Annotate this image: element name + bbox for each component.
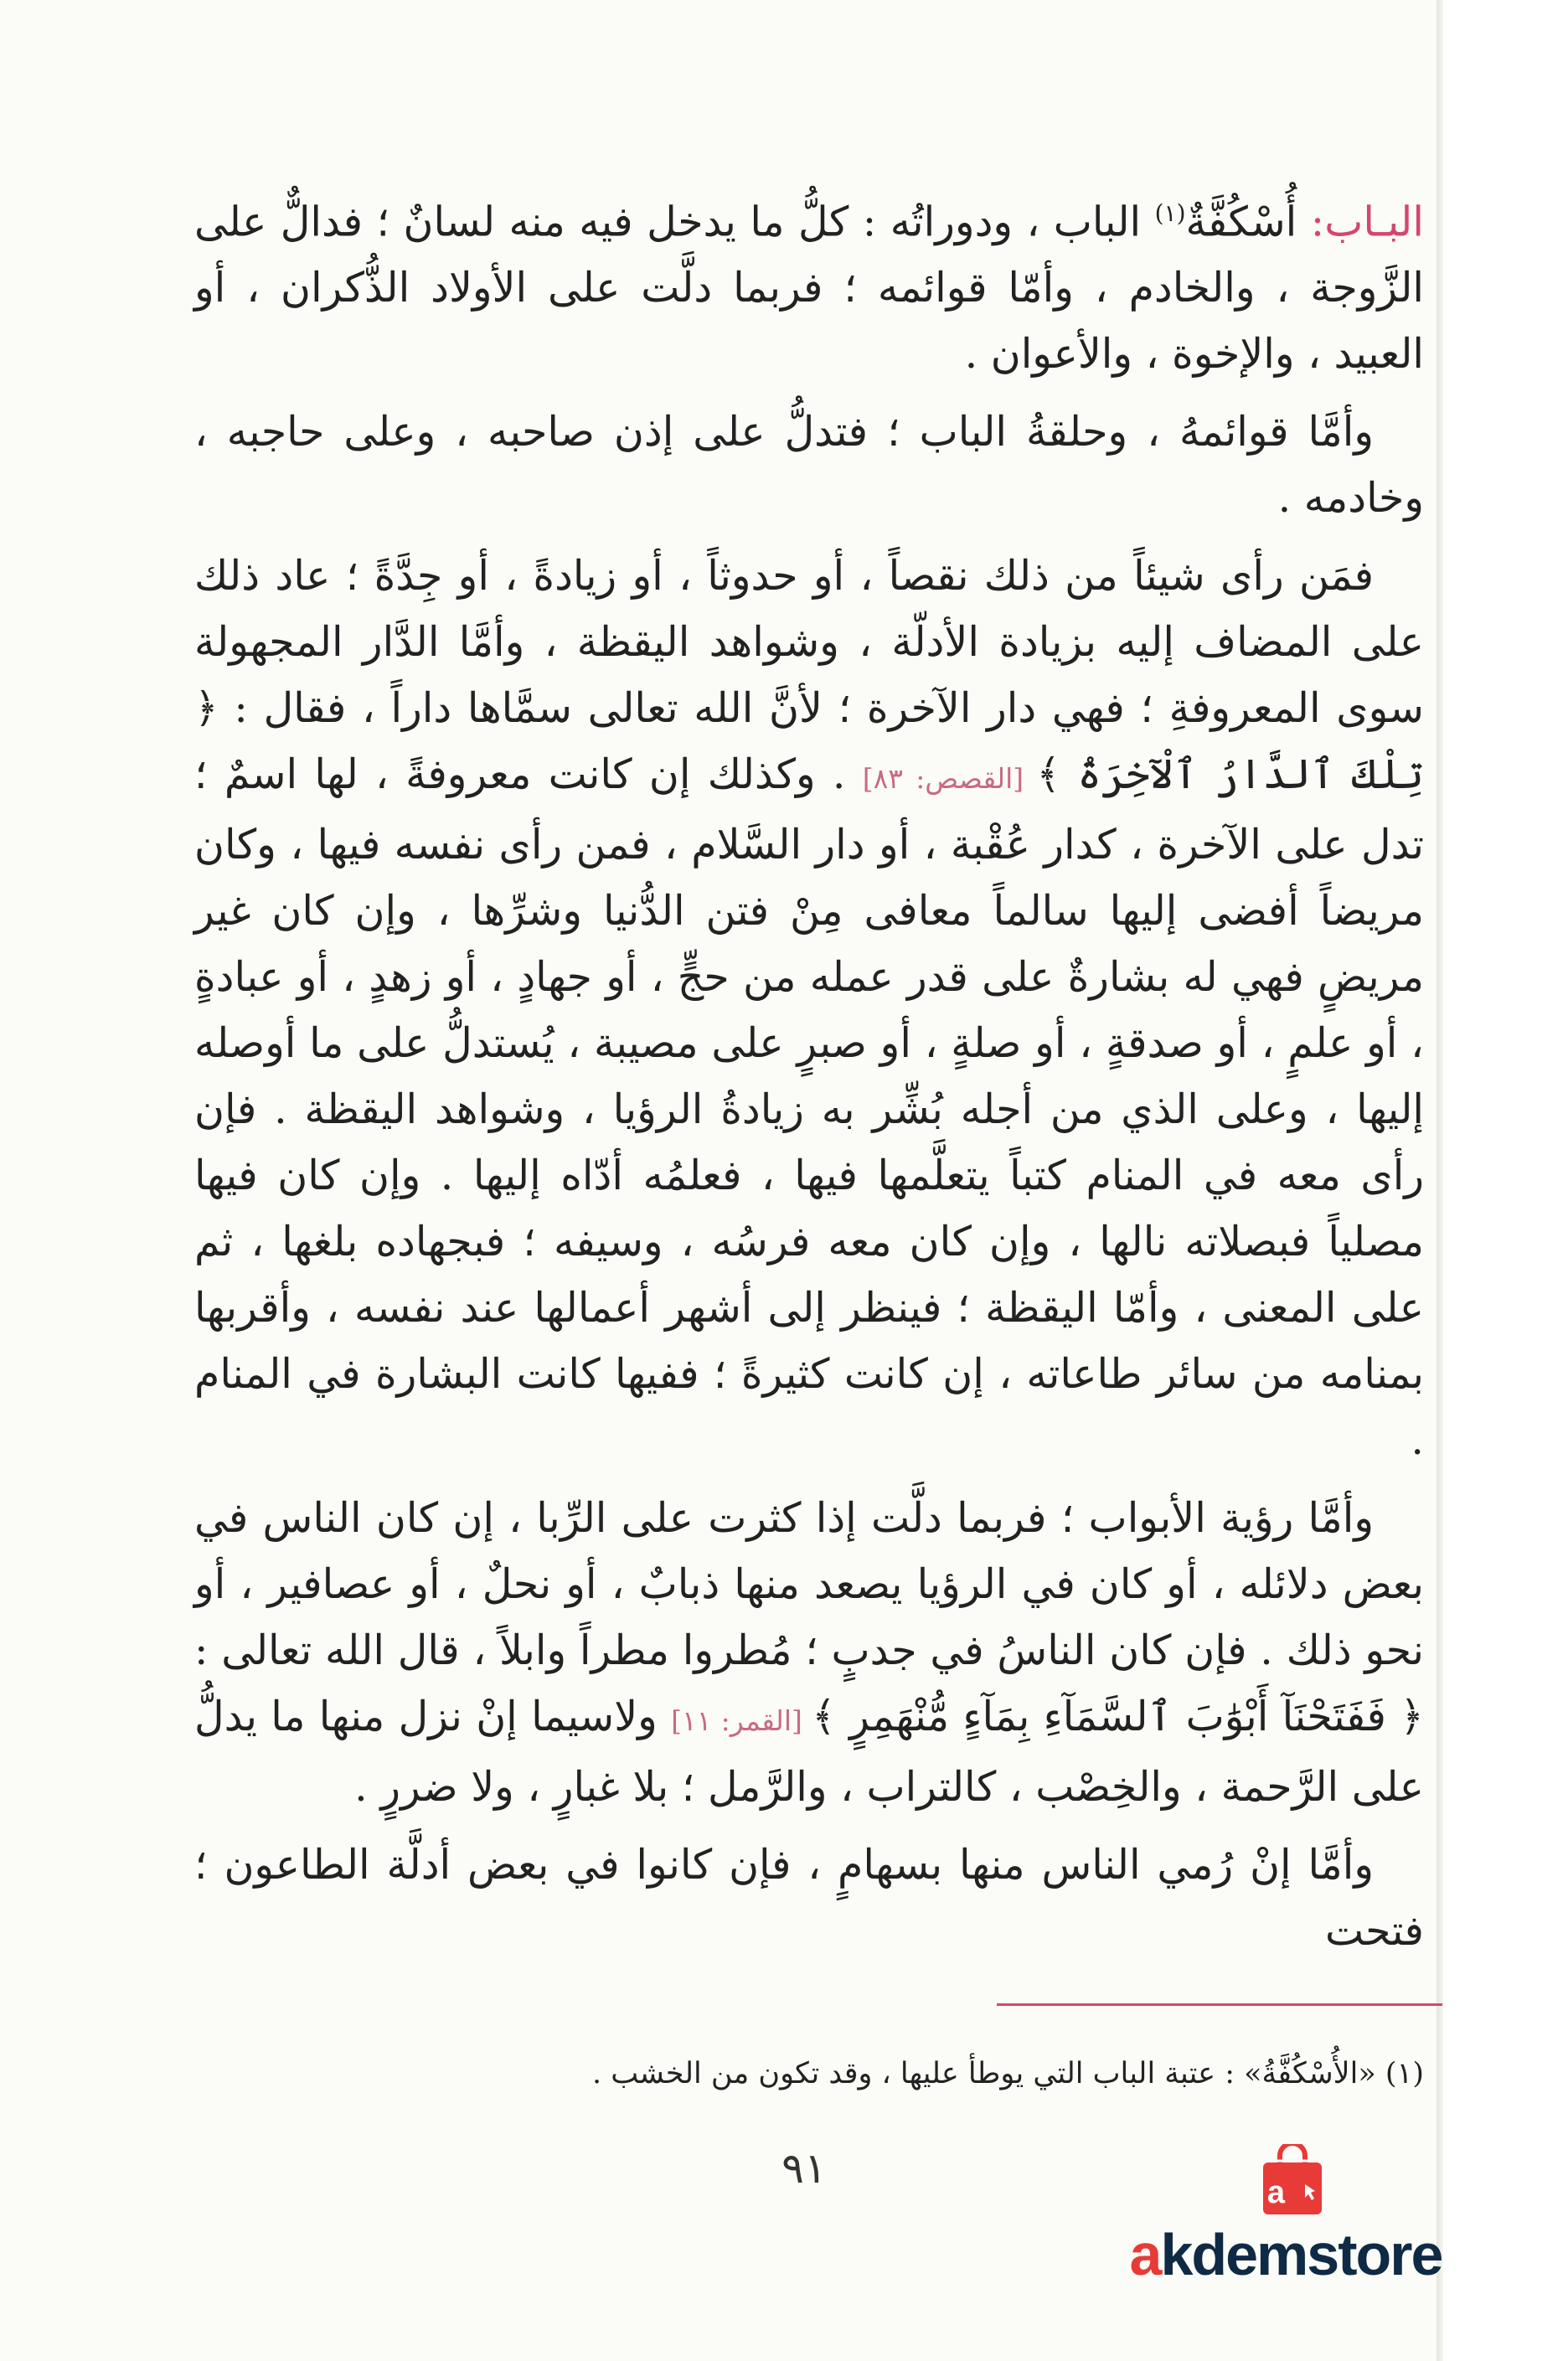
brand-letter-a: a — [1129, 2222, 1161, 2287]
footnote-text: «الأُسْكُفَّةُ» : عتبة الباب التي يوطأ عليها ، وقد تكون من الخشب . — [591, 2057, 1385, 2090]
page-number: ٩١ — [781, 2144, 827, 2193]
svg-text:a: a — [1266, 2175, 1285, 2210]
term: أُسْكُفَّةٌ — [1185, 198, 1311, 246]
verse-reference: [القصص: ٨٣] — [862, 762, 1037, 796]
brand-name: kdemstore — [1160, 2222, 1442, 2287]
paragraph-text: ولاسيما إنْ نزل منها ما يدلُّ على الرَّحمة ، والخِصْب ، كالتراب ، والرَّمل ؛ بلا غبارٍ ، ولا ضررٍ . — [194, 1693, 1424, 1812]
paragraph-text: وأمَّا قوائمهُ ، وحلقةُ الباب ؛ فتدلُّ على إذن صاحبه ، وعلى حاجبه ، وخادمه . — [194, 408, 1424, 523]
paragraph-4 — [194, 1485, 1424, 1820]
footnote-marker: (١) — [1385, 2057, 1424, 2090]
verse-reference: [القمر: ١١] — [671, 1704, 812, 1738]
quran-verse: ﴿ فَفَتَحْنَآ أَبْوَٰبَ ٱلسَّمَآءِ بِمَآءٍ مُّنْهَمِرٍ ﴾ — [812, 1693, 1424, 1741]
main-text — [194, 180, 1424, 1976]
paragraph-text: وأمَّا إنْ رُمي الناس منها بسهامٍ ، فإن كانوا في بعض أدلَّة الطاعون ؛ فتحت — [194, 1841, 1424, 1956]
term-heading: البـاب: — [1310, 198, 1424, 246]
paragraph-2 — [194, 399, 1424, 531]
footnote-ref[interactable]: (١) — [1154, 199, 1186, 227]
akdemstore-logo — [1110, 2144, 1462, 2303]
paragraph-text: . وكذلك إن كانت معروفةً ، لها اسمٌ ؛ تدل على الآخرة ، كدار عُقْبة ، أو دار السَّلام ، فمن رأى نفسه فيها ، وكان مريضاً أفضى إليها سالماً معافى مِنْ فتن الدُّنيا وشرِّها ، وإن كان غير مريضٍ فهي له بشارةٌ على قدر عمله من حجٍّ ، أو جهادٍ ، أو زهدٍ ، أو عبادةٍ ، أو علمٍ ، أو صدقةٍ ، أو صلةٍ ، أو صبرٍ على مصيبة ، يُستدلُّ على ما أوصله إليها ، وعلى الذي من أجله بُشِّر به زيادةُ الرؤيا ، وشواهد اليقظة . فإن رأى معه في المنام كتباً يتعلَّمها فيها ، فعلمُه أدّاه إليها . وإن كان فيها مصلياً فبصلاته نالها ، وإن كان معه فرسُه ، وسيفه ؛ فبجهاده بلغها ، ثم على المعنى ، وأمّا اليقظة ؛ فينظر إلى أشهر أعمالها عند نفسه ، وأقربها بمنامه من سائر طاعاته ، إن كانت كثيرةً ؛ ففيها كانت البشارة في المنام . — [194, 750, 1424, 1465]
paragraph-3 — [194, 543, 1424, 1473]
paragraph-text: الباب ، ودوراتُه : كلُّ ما يدخل فيه منه لسانٌ ؛ فدالٌّ على الزَّوجة ، والخادم ، وأمّا قوائمه ؛ فربما دلَّت على الأولاد الذُّكران ، أو العبيد ، والإخوة ، والأعوان . — [194, 198, 1424, 379]
paragraph-5 — [194, 1832, 1424, 1964]
footnote-divider — [997, 2003, 1442, 2006]
page-margin — [1443, 0, 1568, 2361]
shopping-bag-cart-icon — [1256, 2144, 1328, 2218]
brand-wordmark — [1110, 2221, 1462, 2288]
footnote — [194, 2050, 1424, 2097]
paragraph-text: وأمَّا رؤية الأبواب ؛ فربما دلَّت إذا كثرت على الرِّبا ، إن كان الناس في بعض دلائله ، أو كان في الرؤيا يصعد منها ذبابٌ ، أو نحلٌ ، أو عصافير ، أو نحو ذلك . فإن كان الناسُ في جدبٍ ؛ مُطروا مطراً وابلاً ، قال الله تعالى : — [194, 1494, 1424, 1675]
quran-verse: ﴿ تِلْكَ ٱلدَّارُ ٱلْآخِرَةُ ﴾ — [194, 684, 1424, 799]
paragraph-text: فمَن رأى شيئاً من ذلك نقصاً ، أو حدوثاً ، أو زيادةً ، أو جِدَّةً ؛ عاد ذلك على المضاف إليه بزيادة الأدلّة ، وشواهد اليقظة ، وأمَّا الدَّار المجهولة سوى المعروفةِ ؛ فهي دار الآخرة ؛ لأنَّ الله تعالى سمَّاها داراً ، فقال : — [194, 552, 1424, 733]
paragraph-1 — [194, 180, 1424, 387]
page-edge — [1436, 0, 1443, 2361]
